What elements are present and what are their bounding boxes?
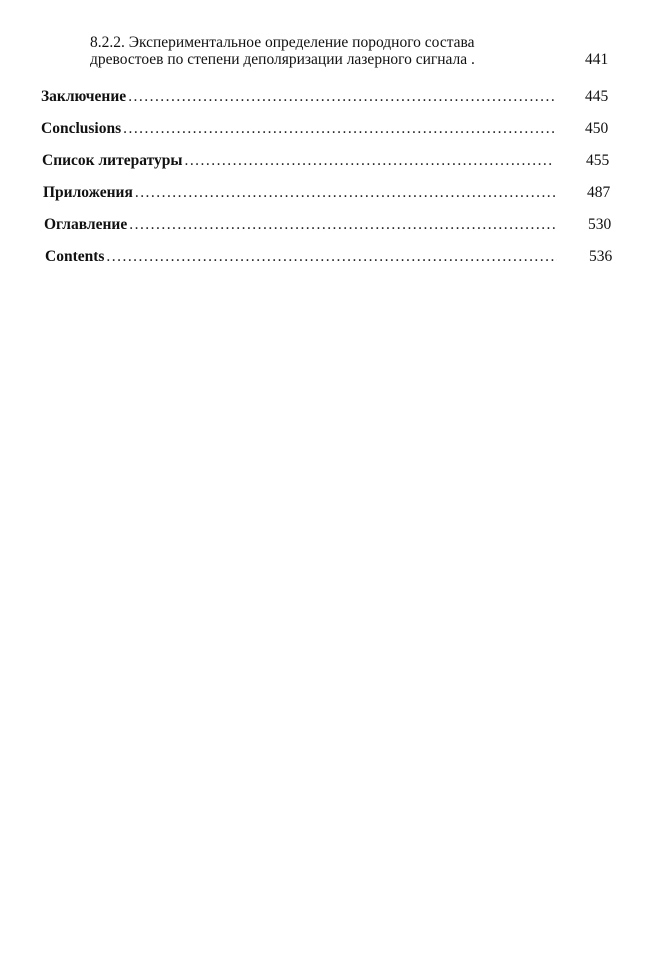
toc-entry-title: Заключение: [41, 88, 127, 105]
toc-page-value: 530: [588, 216, 612, 233]
toc-subsection-8-2-2: [90, 34, 609, 68]
toc-entry-title: Contents: [45, 248, 105, 265]
toc-entry-contents-ru: [44, 216, 558, 234]
toc-subsection-title-line1: 8.2.2. Экспериментальное определение породного состава: [90, 34, 475, 51]
toc-entry-conclusions-en: [41, 120, 556, 138]
toc-page-number: [586, 152, 609, 170]
toc-leader-dots: [184, 152, 554, 170]
toc-leader-dots: [106, 248, 557, 266]
toc-entry-contents-en: [45, 248, 559, 266]
toc-leader-dots: [135, 184, 555, 202]
toc-page-value: 445: [585, 88, 609, 105]
toc-leader-dots: [128, 88, 554, 106]
toc-entry-references: [42, 152, 556, 170]
toc-entry-title: Приложения: [43, 184, 133, 201]
toc-entry-title: Conclusions: [41, 120, 122, 137]
toc-leader-dots: [129, 216, 556, 234]
toc-page-value: 455: [586, 152, 610, 169]
toc-page-number: [589, 248, 612, 266]
toc-page-number: [587, 184, 610, 202]
toc-entry-title: Оглавление: [44, 216, 128, 233]
toc-page-value: 487: [587, 184, 611, 201]
toc-entry-title: Список литературы: [42, 152, 183, 169]
toc-page-value: 450: [585, 120, 609, 137]
toc-page-number: [585, 88, 608, 106]
toc-entry-conclusion-ru: [41, 88, 556, 106]
toc-page-number: 441: [585, 51, 609, 68]
toc-entry-appendices: [43, 184, 557, 202]
toc-leader-dots: [123, 120, 554, 138]
toc-page-number: [588, 216, 611, 234]
toc-page-value: 536: [589, 248, 613, 265]
toc-page-number: [585, 120, 608, 138]
toc-subsection-title-line2: древостоев по степени деполяризации лазерного сигнала .: [90, 51, 475, 68]
